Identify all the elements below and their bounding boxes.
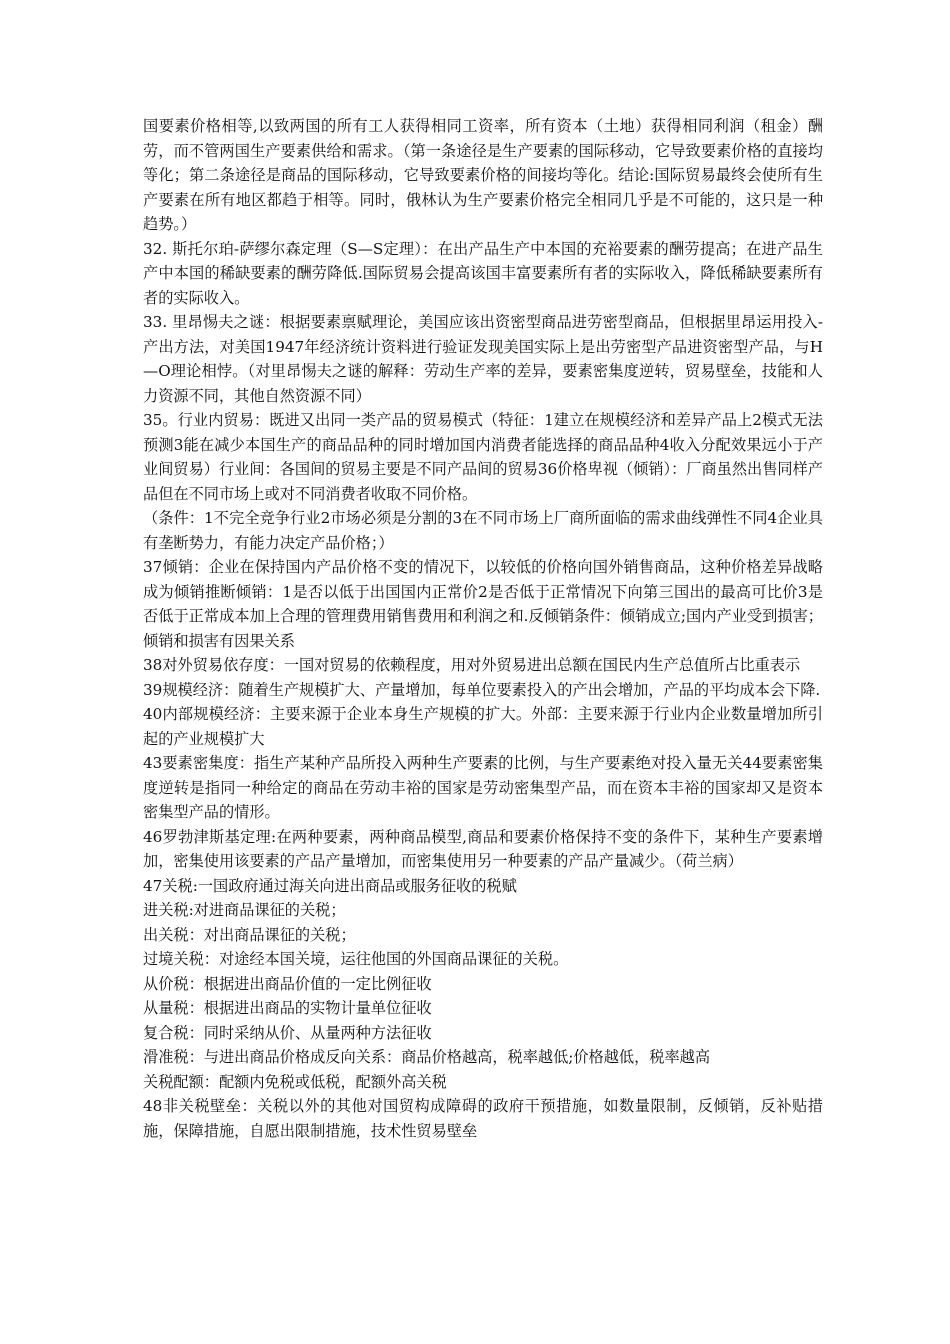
paragraph-export-tariff: 出关税：对出商品课征的关税； — [143, 925, 356, 944]
paragraph-price-discrimination-conditions: （条件：1不完全竞争行业2市场必须是分割的3在不同市场上厂商所面临的需求曲线弹性不同4企业具有垄断势力，有能力决定产品价格；） — [143, 509, 823, 552]
paragraph-stolper-samuelson: 32. 斯托尔珀-萨缪尔森定理（S—S定理）：在出产品生产中本国的充裕要素的酬劳提高；在进产品生产中本国的稀缺要素的酬劳降低.国际贸易会提高该国丰富要素所有者的实际收入，降低稀缺要素所有者的实际收入。 — [143, 239, 823, 307]
paragraph-trade-dependence: 38对外贸易依存度：一国对贸易的依赖程度，用对外贸易进出总额在国民内生产总值所占比重表示 — [143, 656, 801, 674]
paragraph-factor-price-equalization: 国要素价格相等,以致两国的所有工人获得相同工资率，所有资本（土地）获得相同利润（租金）酬劳，而不管两国生产要素供给和需求。（第一条途径是生产要素的国际移动，它导致要素价格的直接均等化；第二条途径是商品的国际移动，它导致要素价格的间接均等化。结论:国际贸易最终会使所有生产要素在所有地区都趋于相等。同时，俄林认为生产要素价格完全相同几乎是不可能的，这只是一种趋势。） — [143, 117, 823, 233]
paragraph-non-tariff-barriers: 48非关税壁垒：关税以外的其他对国贸构成障碍的政府干预措施，如数量限制，反倾销，反补贴措施，保障措施，自愿出限制措施，技术性贸易壁垒 — [143, 1097, 823, 1140]
paragraph-tariff-quota: 关税配额：配额内免税或低税，配额外高关税 — [143, 1072, 447, 1091]
paragraph-sliding-duty: 滑准税：与进出商品价格成反向关系：商品价格越高，税率越低;价格越低，税率越高 — [143, 1048, 711, 1066]
paragraph-dumping: 37倾销：企业在保持国内产品价格不变的情况下，以较低的价格向国外销售商品，这种价格差异战略成为倾销推断倾销：1是否以低于出国国内正常价2是否低于正常情况下向第三国出的最高可比价3是否低于正常成本加上合理的管理费用销售费用和利润之和.反倾销条件：倾销成立;国内产业受到损害；倾销和损害有因果关系 — [143, 558, 823, 650]
paragraph-tariff: 47关税:一国政府通过海关向进出商品或服务征收的税赋 — [143, 876, 517, 895]
paragraph-compound-duty: 复合税：同时采纳从价、从量两种方法征收 — [143, 1023, 432, 1042]
paragraph-specific-duty: 从量税：根据进出商品的实物计量单位征收 — [143, 999, 432, 1017]
paragraph-economies-of-scale: 39规模经济：随着生产规模扩大、产量增加，每单位要素投入的产出会增加，产品的平均成本会下降. — [143, 680, 821, 699]
paragraph-internal-economies: 40内部规模经济：主要来源于企业本身生产规模的扩大。外部：主要来源于行业内企业数量增加所引起的产业规模扩大 — [143, 705, 823, 748]
paragraph-intra-industry-trade: 35。行业内贸易：既进又出同一类产品的贸易模式（特征：1建立在规模经济和差异产品上2模式无法预测3能在减少本国生产的商品品种的同时增加国内消费者能选择的商品品种4收入分配效果远小于产业间贸易）行业间：各国间的贸易主要是不同产品间的贸易36价格卑视（倾销）：厂商虽然出售同样产品但在不同市场上或对不同消费者收取不同价格。 — [143, 411, 823, 503]
document-page — [143, 114, 823, 1143]
paragraph-transit-tariff: 过境关税：对途经本国关境，运往他国的外国商品课征的关税。 — [143, 950, 569, 968]
paragraph-factor-intensity: 43要素密集度：指生产某种产品所投入两种生产要素的比例，与生产要素绝对投入量无关44要素密集度逆转是指同一种给定的商品在劳动丰裕的国家是劳动密集型产品，而在资本丰裕的国家却又是资本密集型产品的情形。 — [143, 754, 823, 821]
paragraph-leontief-paradox: 33. 里昂惕夫之谜：根据要素禀赋理论，美国应该出资密型商品进劳密型商品，但根据里昂运用投入-产出方法，对美国1947年经济统计资料进行验证发现美国实际上是出劳密型产品进资密型产品，与H—O理论相悖。（对里昂惕夫之谜的解释：劳动生产率的差异，要素密集度逆转，贸易壁垒，技能和人力资源不同，其他自然资源不同） — [143, 313, 823, 405]
paragraph-rybczynski: 46罗勃津斯基定理:在两种要素，两种商品模型,商品和要素价格保持不变的条件下，某种生产要素增加，密集使用该要素的产品产量增加，而密集使用另一种要素的产品产量减少。（荷兰病） — [143, 827, 823, 870]
paragraph-import-tariff: 进关税:对进商品课征的关税； — [143, 901, 346, 919]
paragraph-ad-valorem: 从价税：根据进出商品价值的一定比例征收 — [143, 974, 432, 993]
